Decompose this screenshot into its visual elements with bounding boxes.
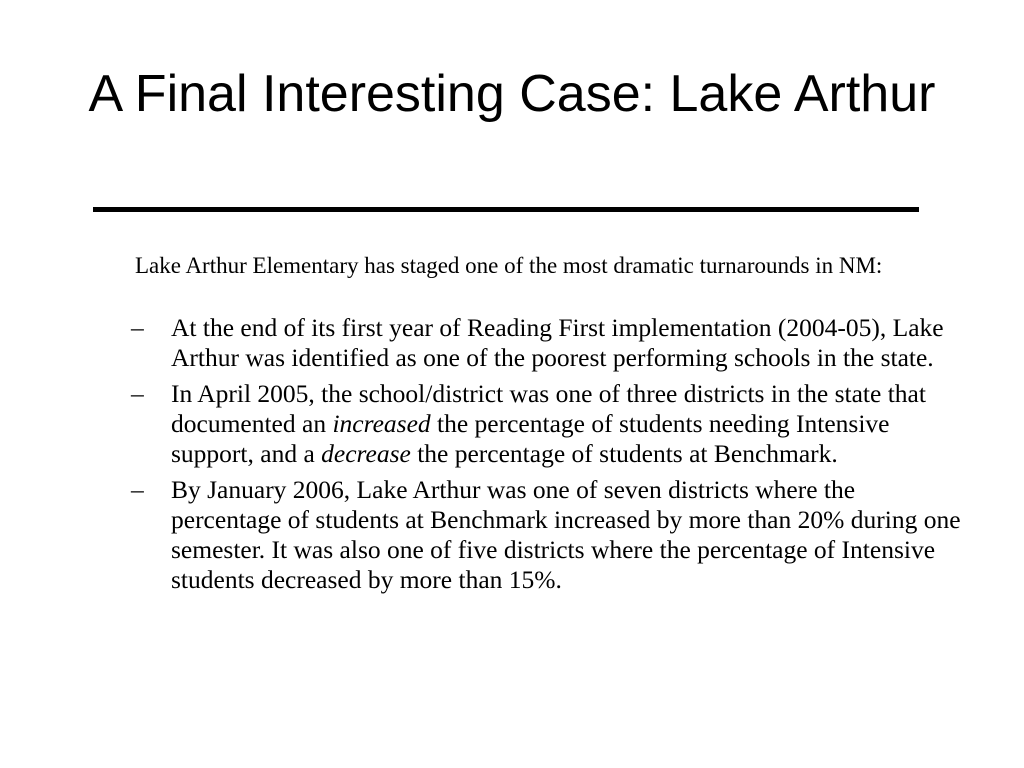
emphasis-increased: increased bbox=[332, 409, 431, 438]
dash-marker: – bbox=[131, 475, 144, 504]
bullet-text bbox=[171, 475, 961, 594]
text-run: In April 2005, the school/district was one of three districts in the state that documented an bbox=[171, 379, 926, 438]
bullet-list bbox=[131, 313, 961, 601]
slide-title: A Final Interesting Case: Lake Arthur bbox=[88, 65, 936, 123]
bullet-text bbox=[171, 313, 944, 372]
emphasis-decrease: decrease bbox=[321, 439, 411, 468]
bullet-item bbox=[131, 313, 961, 373]
bullet-item bbox=[131, 379, 961, 469]
dash-marker: – bbox=[131, 313, 144, 342]
bullet-item bbox=[131, 475, 961, 595]
bullet-text bbox=[171, 379, 926, 468]
text-run: By January 2006, Lake Arthur was one of seven districts where the percentage of students at Benchmark increased by more than 20% during one semester. It was also one of five districts where the percentage of Intensive students decreased by more than 15%. bbox=[171, 475, 961, 594]
title-underline bbox=[93, 207, 919, 212]
dash-marker: – bbox=[131, 379, 144, 408]
intro-text: Lake Arthur Elementary has staged one of the most dramatic turnarounds in NM: bbox=[135, 253, 883, 278]
text-run: the percentage of students at Benchmark. bbox=[410, 439, 838, 468]
text-run: the percentage of students needing Intensive support, and a bbox=[171, 409, 890, 468]
text-run: At the end of its first year of Reading First implementation (2004-05), Lake Arthur was identified as one of the poorest performing schools in the state. bbox=[171, 313, 944, 372]
